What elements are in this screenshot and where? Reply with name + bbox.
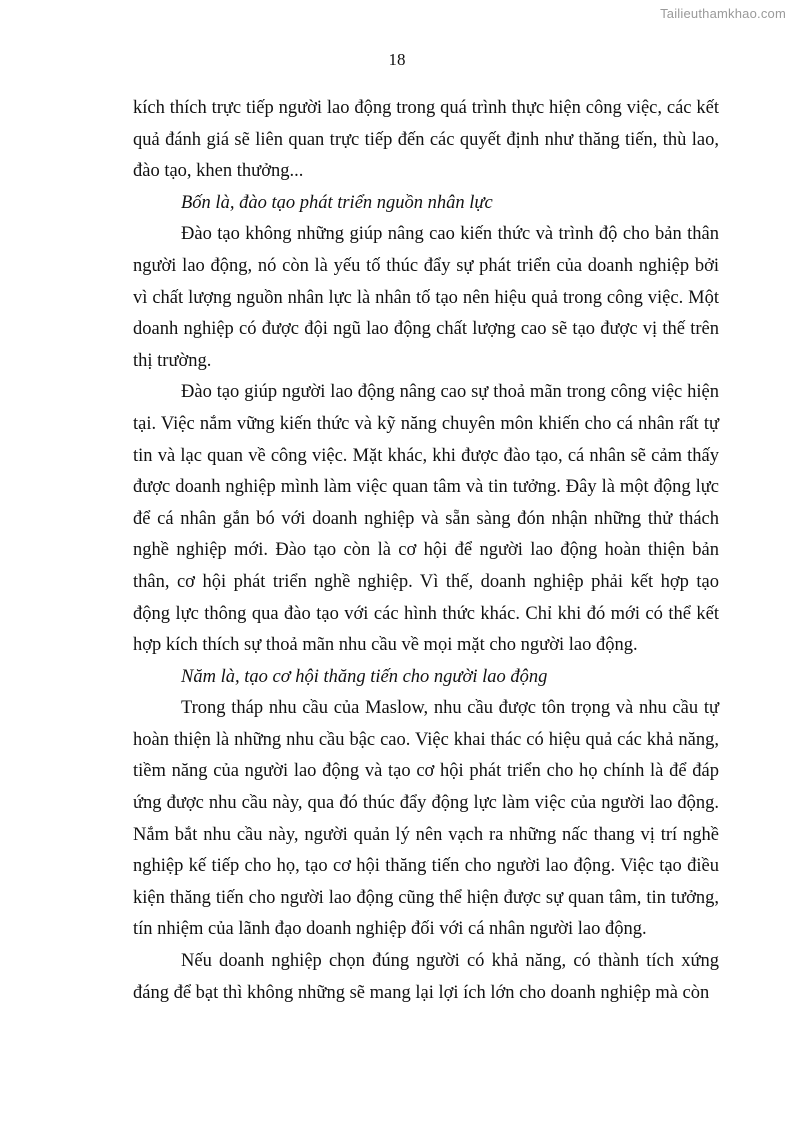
section-heading-bon: Bốn là, đào tạo phát triển nguồn nhân lực [181, 192, 493, 213]
paragraph-promotion-1: Trong tháp nhu cầu của Maslow, nhu cầu được tôn trọng và nhu cầu tự hoàn thiện là những nhu cầu bậc cao. Việc khai thác có hiệu quả các khả năng, tiềm năng của người lao động và tạo cơ hội phát triển cho họ chính là để đáp ứng được nhu cầu này, qua đó thúc đẩy động lực làm việc của người lao động. Nắm bắt nhu cầu này, người quản lý nên vạch ra những nấc thang vị trí nghề nghiệp kế tiếp cho họ, tạo cơ hội thăng tiến cho người lao động. Việc tạo điều kiện thăng tiến cho người lao động cũng thể hiện được sự quan tâm, tin tưởng, tín nhiệm của lãnh đạo doanh nghiệp đối với cá nhân người lao động. [133, 698, 719, 940]
page-number: 18 [388, 50, 406, 69]
watermark: Tailieuthamkhao.com [660, 6, 786, 21]
paragraph-continuation: kích thích trực tiếp người lao động trong quá trình thực hiện công việc, các kết quả đánh giá sẽ liên quan trực tiếp đến các quyết định như thăng tiến, thù lao, đào tạo, khen thưởng... [133, 98, 719, 182]
page-body [133, 93, 719, 1009]
paragraph-promotion-2: Nếu doanh nghiệp chọn đúng người có khả năng, có thành tích xứng đáng để bạt thì không những sẽ mang lại lợi ích lớn cho doanh nghiệp mà còn [133, 951, 719, 1003]
paragraph-training-2: Đào tạo giúp người lao động nâng cao sự thoả mãn trong công việc hiện tại. Việc nắm vững kiến thức và kỹ năng chuyên môn khiến cho cá nhân rất tự tin và lạc quan về công việc. Mặt khác, khi được đào tạo, cá nhân sẽ cảm thấy được doanh nghiệp mình làm việc quan tâm và tin tưởng. Đây là một động lực để cá nhân gắn bó với doanh nghiệp và sẵn sàng đón nhận những thử thách nghề nghiệp mới. Đào tạo còn là cơ hội để người lao động hoàn thiện bản thân, cơ hội phát triển nghề nghiệp. Vì thế, doanh nghiệp phải kết hợp tạo động lực thông qua đào tạo với các hình thức khác. Chỉ khi đó mới có thể kết hợp kích thích sự thoả mãn nhu cầu về mọi mặt cho người lao động. [133, 382, 719, 656]
paragraph-training-1: Đào tạo không những giúp nâng cao kiến thức và trình độ cho bản thân người lao động, nó còn là yếu tố thúc đẩy sự phát triển của doanh nghiệp bởi vì chất lượng nguồn nhân lực là nhân tố tạo nên hiệu quả trong công việc. Một doanh nghiệp có được đội ngũ lao động chất lượng cao sẽ tạo được vị thế trên thị trường. [133, 224, 719, 371]
section-heading-nam: Năm là, tạo cơ hội thăng tiến cho người lao động [181, 666, 548, 687]
